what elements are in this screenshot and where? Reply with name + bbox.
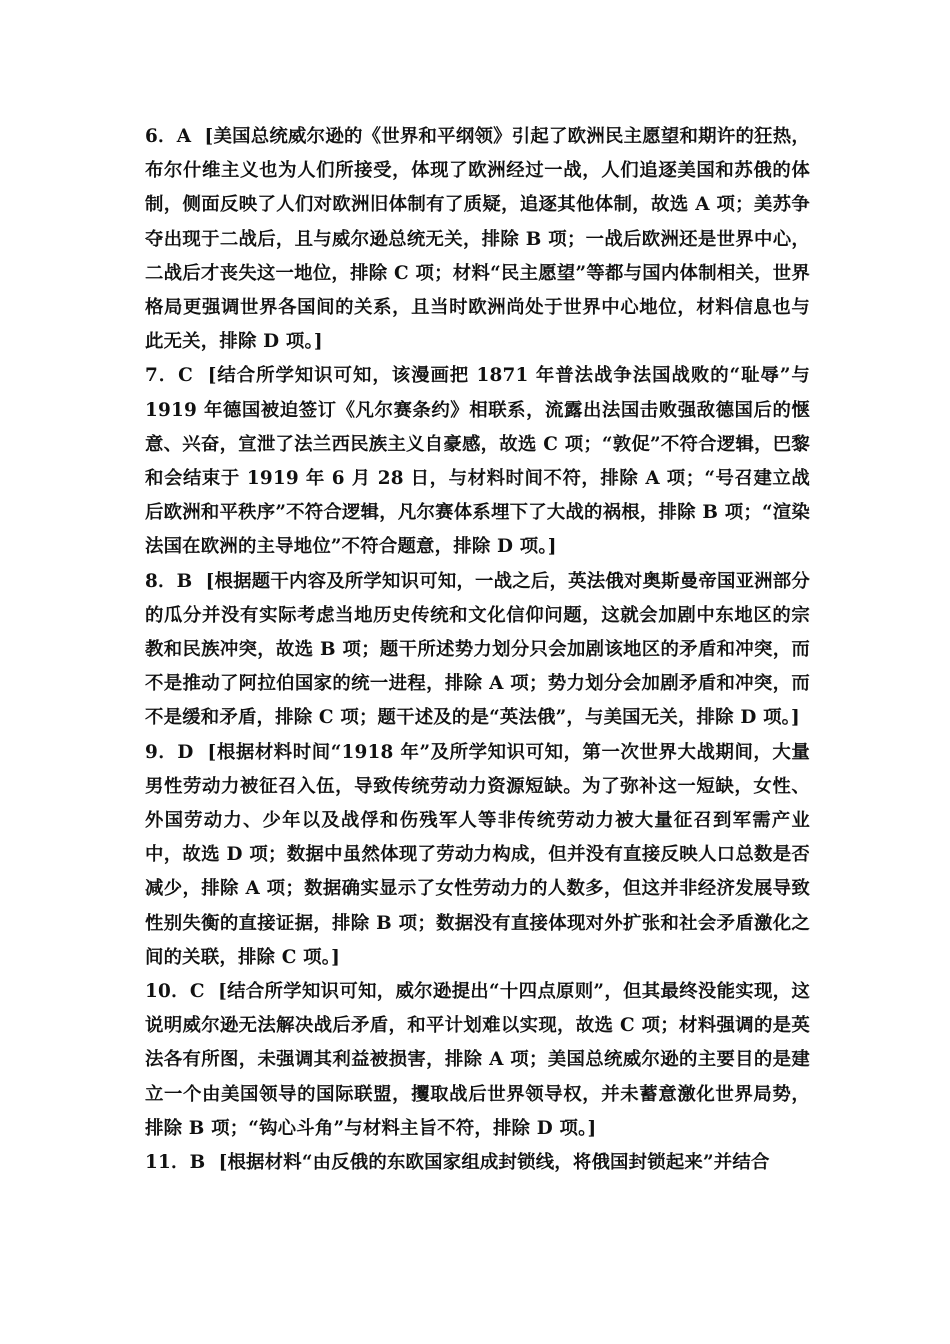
question-number: 7． (145, 365, 179, 387)
answer-item-8 (145, 565, 810, 736)
question-number: 6． (145, 126, 177, 147)
answer-choice: D (177, 741, 194, 763)
answer-explanation: [结合所学知识可知，威尔逊提出“十四点原则”，但其最终没能实现，这说明威尔逊无法解决战后矛盾，和平计划难以实现，故选 C 项；材料强调的是英法各有所图，未强调其利益被损害，排除 A 项；美国总统威尔逊的主要目的是建立一个由美国领导的国际联盟，攫取战后世界领导权，并未蓄意激化世界局势，排除 B 项；“钩心斗角”与材料主旨不符，排除 D 项。] (145, 981, 810, 1139)
answer-explanation: [结合所学知识可知，该漫画把 1871 年普法战争法国战败的“耻辱”与 1919 年德国被迫签订《凡尔赛条约》相联系，流露出法国击败强敌德国后的惬意、兴奋，宣泄了法兰西民族主义自豪感，故选 C 项；“敦促”不符合逻辑，巴黎和会结束于 1919 年 6 月 28 日，与材料时间不符，排除 A 项；“号召建立战后欧洲和平秩序”不符合逻辑，凡尔赛体系埋下了大战的祸根，排除 B 项；“渲染法国在欧洲的主导地位”不符合题意，排除 D 项。] (145, 365, 810, 558)
question-number: 9． (145, 741, 178, 763)
answer-item-10 (145, 975, 810, 1146)
answer-item-7 (145, 359, 810, 564)
answer-choice: C (189, 981, 205, 1003)
answer-choice: B (176, 570, 193, 592)
question-number: 8． (145, 570, 177, 592)
answer-choice: A (176, 126, 192, 147)
answer-item-9 (145, 736, 810, 975)
answer-explanation: [根据材料时间“1918 年”及所学知识可知，第一次世界大战期间，大量男性劳动力被征召入伍，导致传统劳动力资源短缺。为了弥补这一短缺，女性、外国劳动力、少年以及战俘和伤残军人等非传统劳动力被大量征召到军需产业中，故选 D 项；数据中虽然体现了劳动力构成，但并没有直接反映人口总数是否减少，排除 A 项；数据确实显示了女性劳动力的人数多，但这并非经济发展导致性别失衡的直接证据，排除 B 项；数据没有直接体现对外扩张和社会矛盾激化之间的关联，排除 C 项。] (145, 741, 810, 968)
answer-explanation: [根据题干内容及所学知识可知，一战之后，英法俄对奥斯曼帝国亚洲部分的瓜分并没有实际考虑当地历史传统和文化信仰问题，这就会加剧中东地区的宗教和民族冲突，故选 B 项；题干所述势力划分只会加剧该地区的矛盾和冲突，而不是推动了阿拉伯国家的统一进程，排除 A 项；势力划分会加剧矛盾和冲突，而不是缓和矛盾，排除 C 项；题干述及的是“英法俄”，与美国无关，排除 D 项。] (145, 570, 810, 729)
answer-explanation: [根据材料“由反俄的东欧国家组成封锁线，将俄国封锁起来”并结合 (218, 1152, 770, 1174)
answer-item-6 (145, 120, 810, 359)
answer-item-11 (145, 1146, 810, 1180)
answer-explanation-page (145, 120, 810, 1180)
answer-choice: C (178, 365, 193, 387)
question-number: 10． (145, 981, 190, 1003)
answer-choice: B (189, 1152, 206, 1174)
question-number: 11． (145, 1152, 190, 1174)
answer-explanation: [美国总统威尔逊的《世界和平纲领》引起了欧洲民主愿望和期许的狂热，布尔什维主义也为人们所接受，体现了欧洲经过一战，人们追逐美国和苏俄的体制，侧面反映了人们对欧洲旧体制有了质疑，追逐其他体制，故选 A 项；美苏争夺出现于二战后，且与威尔逊总统无关，排除 B 项；一战后欧洲还是世界中心，二战后才丧失这一地位，排除 C 项；材料“民主愿望”等都与国内体制相关，世界格局更强调世界各国间的关系，且当时欧洲尚处于世界中心地位，材料信息也与此无关，排除 D 项。] (145, 126, 810, 353)
